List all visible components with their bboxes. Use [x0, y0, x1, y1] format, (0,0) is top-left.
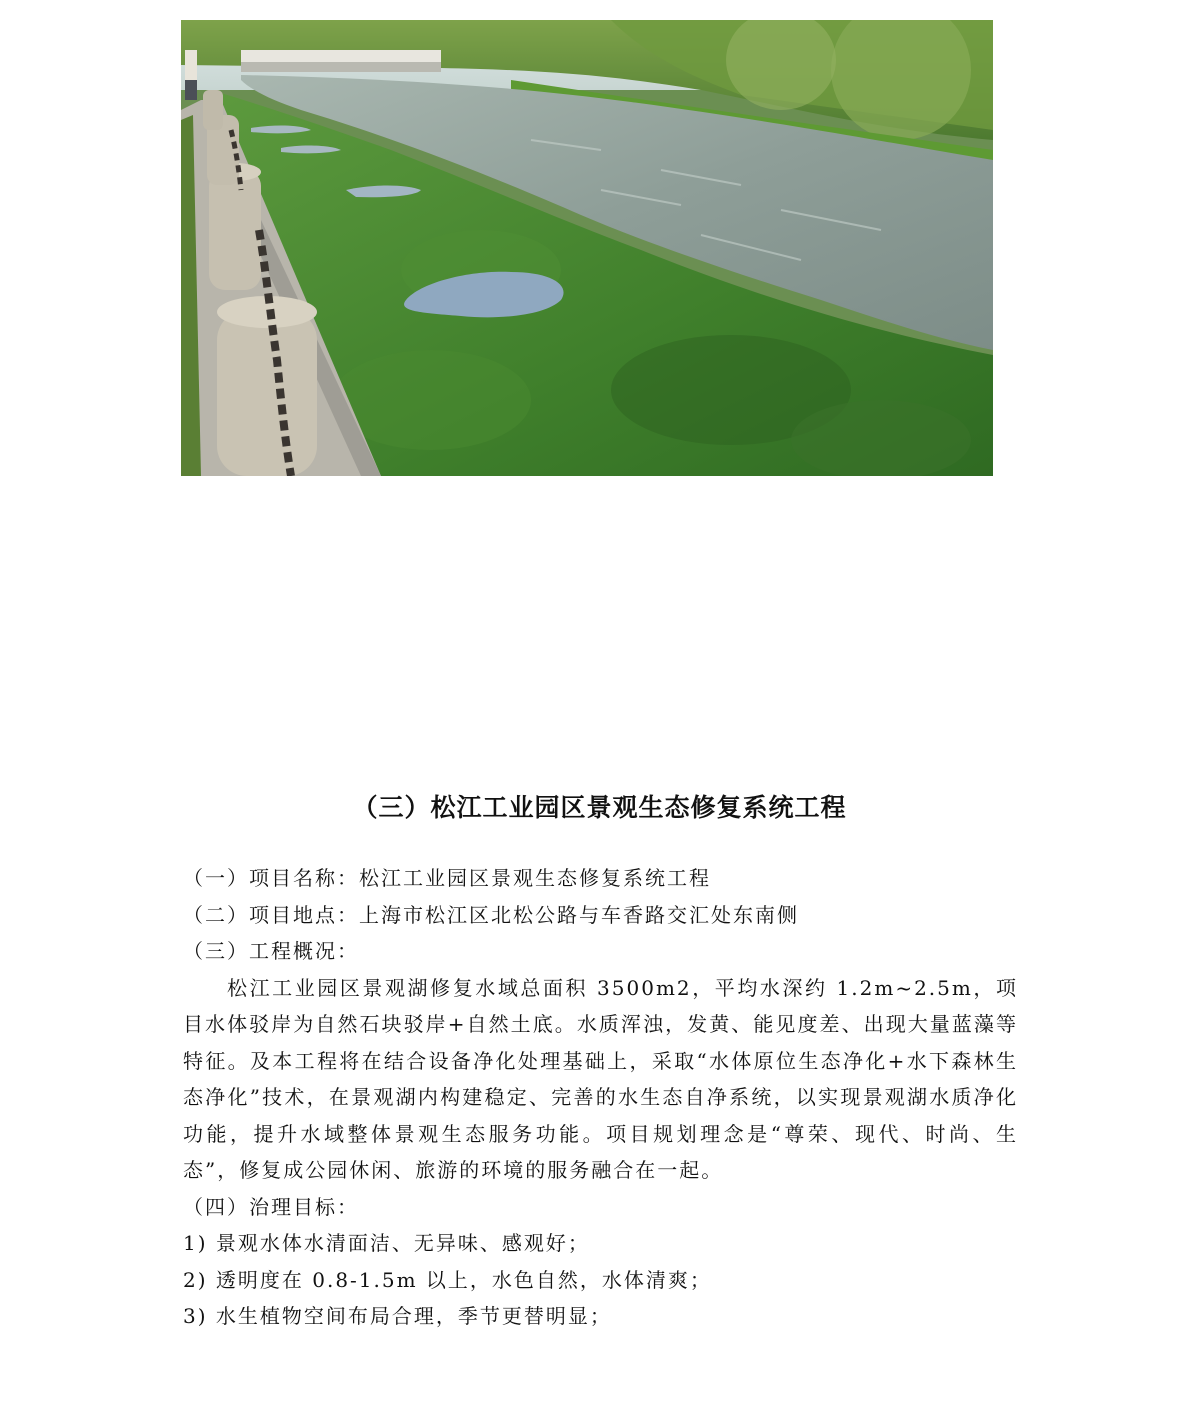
goal-item: 3) 水生植物空间布局合理，季节更替明显； — [183, 1304, 612, 1328]
river-photo — [181, 20, 993, 476]
project-name: （一）项目名称：松江工业园区景观生态修复系统工程 — [183, 866, 711, 890]
overview-heading: （三）工程概况： — [183, 939, 359, 963]
section-title: （三）松江工业园区景观生态修复系统工程 — [352, 793, 847, 822]
goals-heading: （四）治理目标： — [183, 1194, 359, 1219]
document-body — [183, 860, 1018, 1335]
project-location: （二）项目地点：上海市松江区北松公路与车香路交汇处东南侧 — [183, 902, 799, 927]
overview-paragraph: 松江工业园区景观湖修复水域总面积 3500m2，平均水深约 1.2m~2.5m，项目水体驳岸为自然石块驳岸+自然土底。水质浑浊，发黄、能见度差、出现大量蓝藻等特征。及本工程将在结合设备净化处理基础上，采取“水体原位生态净化+水下森林生态净化”技术，在景观湖内构建稳定、完善的水生态自净系统，以实现景观湖水质净化功能，提升水域整体景观生态服务功能。项目规划理念是“尊荣、现代、时尚、生态”，修复成公园休闲、旅游的环境的服务融合在一起。 — [183, 975, 1018, 1182]
river-photo-illustration — [181, 20, 993, 476]
goal-item: 2) 透明度在 0.8-1.5m 以上，水色自然，水体清爽； — [183, 1267, 712, 1292]
goal-item: 1) 景观水体水清面洁、无异味、感观好； — [183, 1231, 590, 1255]
